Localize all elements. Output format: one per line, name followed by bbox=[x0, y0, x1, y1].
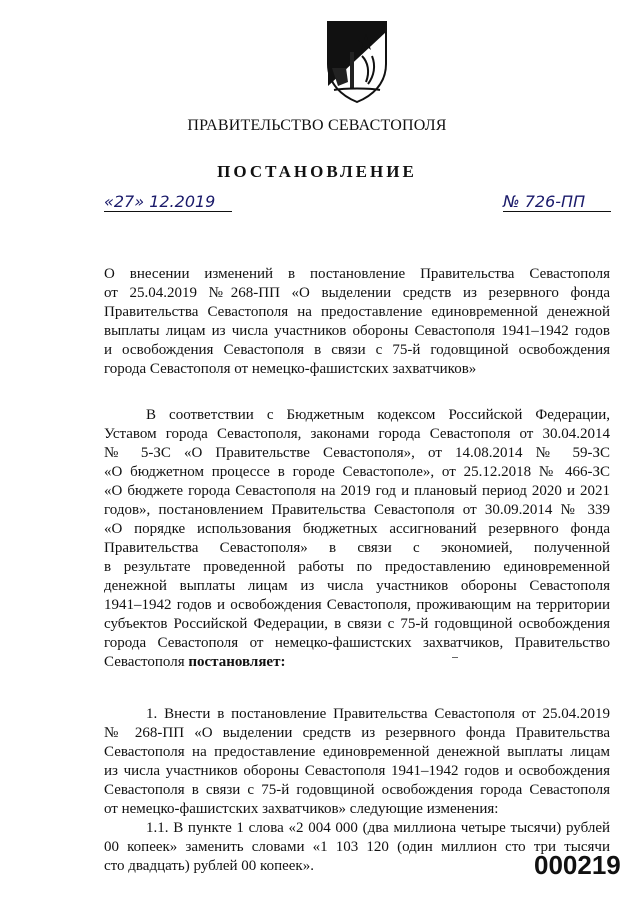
item-1-1-line: 00 копеек» заменить словами «1 103 120 (один миллион сто три тысячи bbox=[104, 839, 610, 855]
document-number bbox=[503, 192, 611, 212]
item-1-line: № 268-ПП «О выделении средств из резервного фонда Правительства bbox=[104, 725, 610, 741]
preamble-line: «О бюджете города Севастополя на 2019 год и плановый период 2020 и 2021 bbox=[104, 483, 610, 499]
item-1-1-line: 1.1. В пункте 1 слова «2 004 000 (два миллиона четыре тысячи) рублей bbox=[146, 820, 610, 836]
sevastopol-coat-of-arms-icon bbox=[322, 16, 392, 106]
preamble-line: годов», постановлением Правительства Севастополя от 30.09.2014 № 339 bbox=[104, 502, 610, 518]
government-name: ПРАВИТЕЛЬСТВО СЕВАСТОПОЛЯ bbox=[187, 117, 447, 134]
item-1-line: Севастополя на предоставление единовременной денежной выплаты лицам bbox=[104, 744, 610, 760]
item-1-line: из числа участников обороны Севастополя 1941–1942 годов и освобождения bbox=[104, 763, 610, 779]
document-type: ПОСТАНОВЛЕНИЕ bbox=[217, 162, 417, 181]
document-date-value: «27» 12.2019 bbox=[104, 192, 216, 211]
title-line: от 25.04.2019 №268-ПП «О выделении средств из резервного фонда bbox=[104, 285, 610, 301]
preamble-line: Уставом города Севастополя, законами города Севастополя от 30.04.2014 bbox=[104, 426, 610, 442]
document-date bbox=[104, 192, 232, 212]
item-1-line: 1. Внести в постановление Правительства Севастополя от 25.04.2019 bbox=[146, 706, 610, 722]
preamble-line: «О порядке использования бюджетных ассигнований резервного фонда bbox=[104, 521, 610, 537]
item-1-1-line: сто двадцать) рублей 00 копеек». bbox=[104, 858, 314, 874]
preamble-last-text: Севастополя bbox=[104, 654, 189, 670]
preamble-line-last bbox=[104, 654, 610, 671]
preamble-line: 1941–1942 годов и освобождения Севастополя, проживающим на территории bbox=[104, 597, 610, 613]
title-line: выплаты лицам из числа участников обороны Севастополя 1941–1942 годов bbox=[104, 323, 610, 339]
title-line: и освобождения Севастополя в связи с 75-й годовщиной освобождения bbox=[104, 342, 610, 358]
preamble-line: денежной выплаты лицам из числа участников обороны Севастополя bbox=[104, 578, 610, 594]
preamble-line: в результате проведенной работы по предоставлению единовременной bbox=[104, 559, 610, 575]
title-line: Правительства Севастополя на предоставление единовременной денежной bbox=[104, 304, 610, 320]
title-line: О внесении изменений в постановление Правительства Севастополя bbox=[104, 266, 610, 282]
preamble-line: Правительства Севастополя» в связи с экономией, полученной bbox=[104, 540, 610, 556]
preamble-line: города Севастополя от немецко-фашистских захватчиков, Правительство bbox=[104, 635, 610, 651]
item-1-line: от немецко-фашистских захватчиков» следующие изменения: bbox=[104, 801, 499, 817]
preamble-line: «О бюджетном процессе в городе Севастополе», от 25.12.2018 № 466-ЗС bbox=[104, 464, 610, 480]
preamble-line: субъектов Российской Федерации, в связи с 75-й годовщиной освобождения bbox=[104, 616, 610, 632]
preamble-line: В соответствии с Бюджетным кодексом Российской Федерации, bbox=[146, 407, 610, 423]
serial-number: 000219 bbox=[534, 850, 621, 880]
item-1-line: Севастополя в связи с 75-й годовщиной освобождения города Севастополя bbox=[104, 782, 610, 798]
scan-speck bbox=[452, 657, 458, 658]
preamble-line: № 5-ЗС «О Правительстве Севастополя», от 14.08.2014 № 59-ЗС bbox=[104, 445, 610, 461]
title-line: города Севастополя от немецко-фашистских захватчиков» bbox=[104, 361, 477, 377]
resolution-verb: постановляет: bbox=[188, 654, 286, 670]
document-number-value: № 726-ПП bbox=[503, 192, 586, 211]
